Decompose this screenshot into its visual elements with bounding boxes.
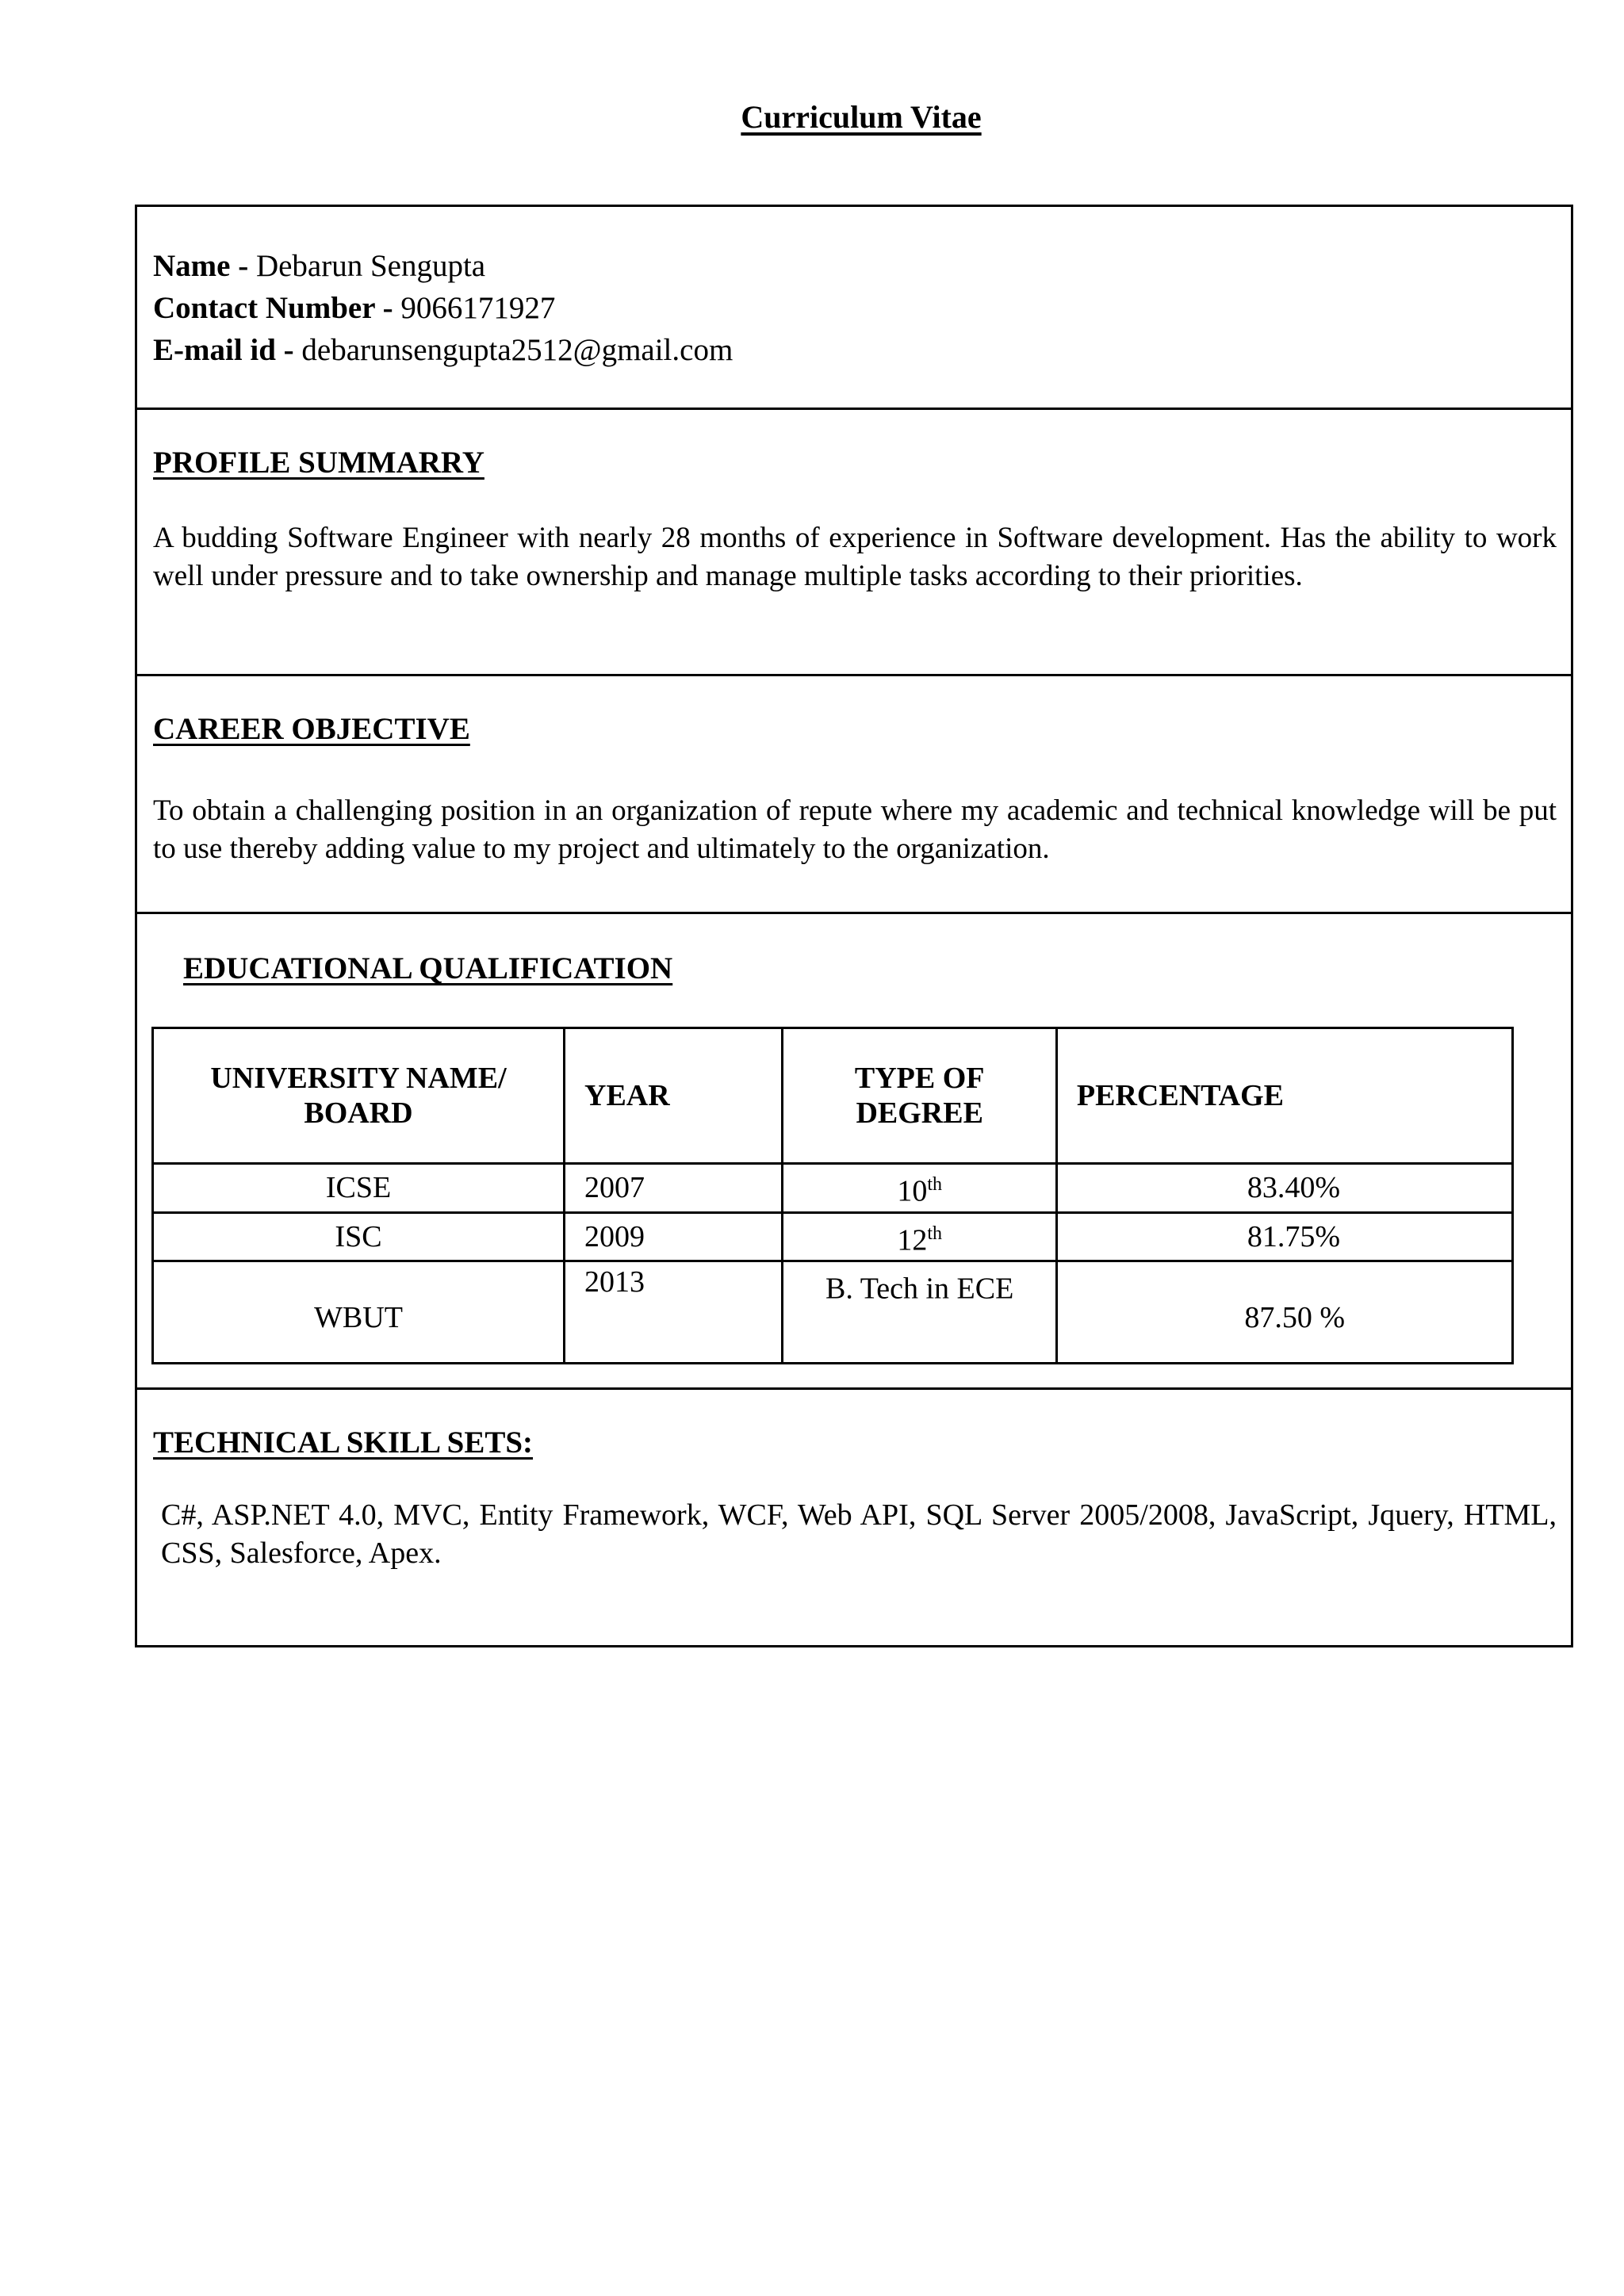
header-degree-line1: TYPE OF [854, 1062, 985, 1095]
phone-line [153, 287, 555, 330]
phone-value: 9066171927 [400, 291, 556, 325]
skills-section [137, 1390, 1571, 1645]
contact-section [137, 207, 1571, 410]
cell-percentage: 83.40% [1056, 1164, 1512, 1213]
degree-text: 10 [897, 1174, 928, 1208]
profile-heading: PROFILE SUMMARRY [153, 446, 485, 480]
cell-year: 2013 [565, 1261, 783, 1364]
table-row [153, 1212, 1513, 1261]
cell-percentage: 81.75% [1056, 1212, 1512, 1261]
email-line [153, 329, 733, 372]
profile-section [137, 410, 1571, 676]
cell-university: WBUT [153, 1261, 565, 1364]
education-section [137, 914, 1571, 1390]
header-year: YEAR [565, 1028, 783, 1164]
email-label: E-mail id - [153, 333, 294, 367]
name-label: Name - [153, 249, 249, 283]
objective-text: To obtain a challenging position in an organization of repute where my academic and technical knowledge will be put to use thereby adding value to my project and ultimately to the organization. [153, 794, 1557, 865]
objective-heading: CAREER OBJECTIVE [153, 712, 470, 746]
table-row [153, 1164, 1513, 1213]
header-degree [783, 1028, 1056, 1164]
skills-heading: TECHNICAL SKILL SETS: [153, 1425, 534, 1460]
header-percentage: PERCENTAGE [1056, 1028, 1512, 1164]
email-value: debarunsengupta2512@gmail.com [301, 333, 733, 367]
cell-percentage: 87.50 % [1056, 1261, 1512, 1364]
phone-label: Contact Number - [153, 291, 393, 325]
degree-text: 12 [897, 1223, 928, 1257]
name-line [153, 245, 485, 288]
degree-suffix: th [927, 1174, 943, 1195]
cell-degree [783, 1212, 1056, 1261]
skills-text: C#, ASP.NET 4.0, MVC, Entity Framework, WCF, Web API, SQL Server 2005/2008, JavaScript, Jquery, HTML, CSS, Salesforce, Apex. [161, 1498, 1557, 1570]
cv-body [135, 205, 1573, 1647]
cell-university: ISC [153, 1212, 565, 1261]
objective-section [137, 676, 1571, 914]
header-university-line2: BOARD [304, 1096, 413, 1130]
header-university-line1: UNIVERSITY NAME/ [210, 1062, 507, 1095]
education-header-row [153, 1028, 1513, 1164]
degree-suffix: th [927, 1223, 943, 1244]
name-value: Debarun Sengupta [255, 249, 486, 283]
cell-university: ICSE [153, 1164, 565, 1213]
degree-text: B. Tech in ECE [825, 1272, 1014, 1306]
profile-text: A budding Software Engineer with nearly 28 months of experience in Software development. Has the ability to work well under pressure and to take ownership and manage multiple tasks according to their priorities. [153, 522, 1557, 592]
education-heading: EDUCATIONAL QUALIFICATION [183, 951, 673, 985]
cell-degree [783, 1164, 1056, 1213]
cell-degree [783, 1261, 1056, 1364]
header-university [153, 1028, 565, 1164]
cell-year: 2009 [565, 1212, 783, 1261]
table-row [153, 1261, 1513, 1364]
header-degree-line2: DEGREE [856, 1096, 983, 1130]
document-title: Curriculum Vitae [741, 99, 982, 135]
education-table [151, 1027, 1514, 1364]
cell-year: 2007 [565, 1164, 783, 1213]
